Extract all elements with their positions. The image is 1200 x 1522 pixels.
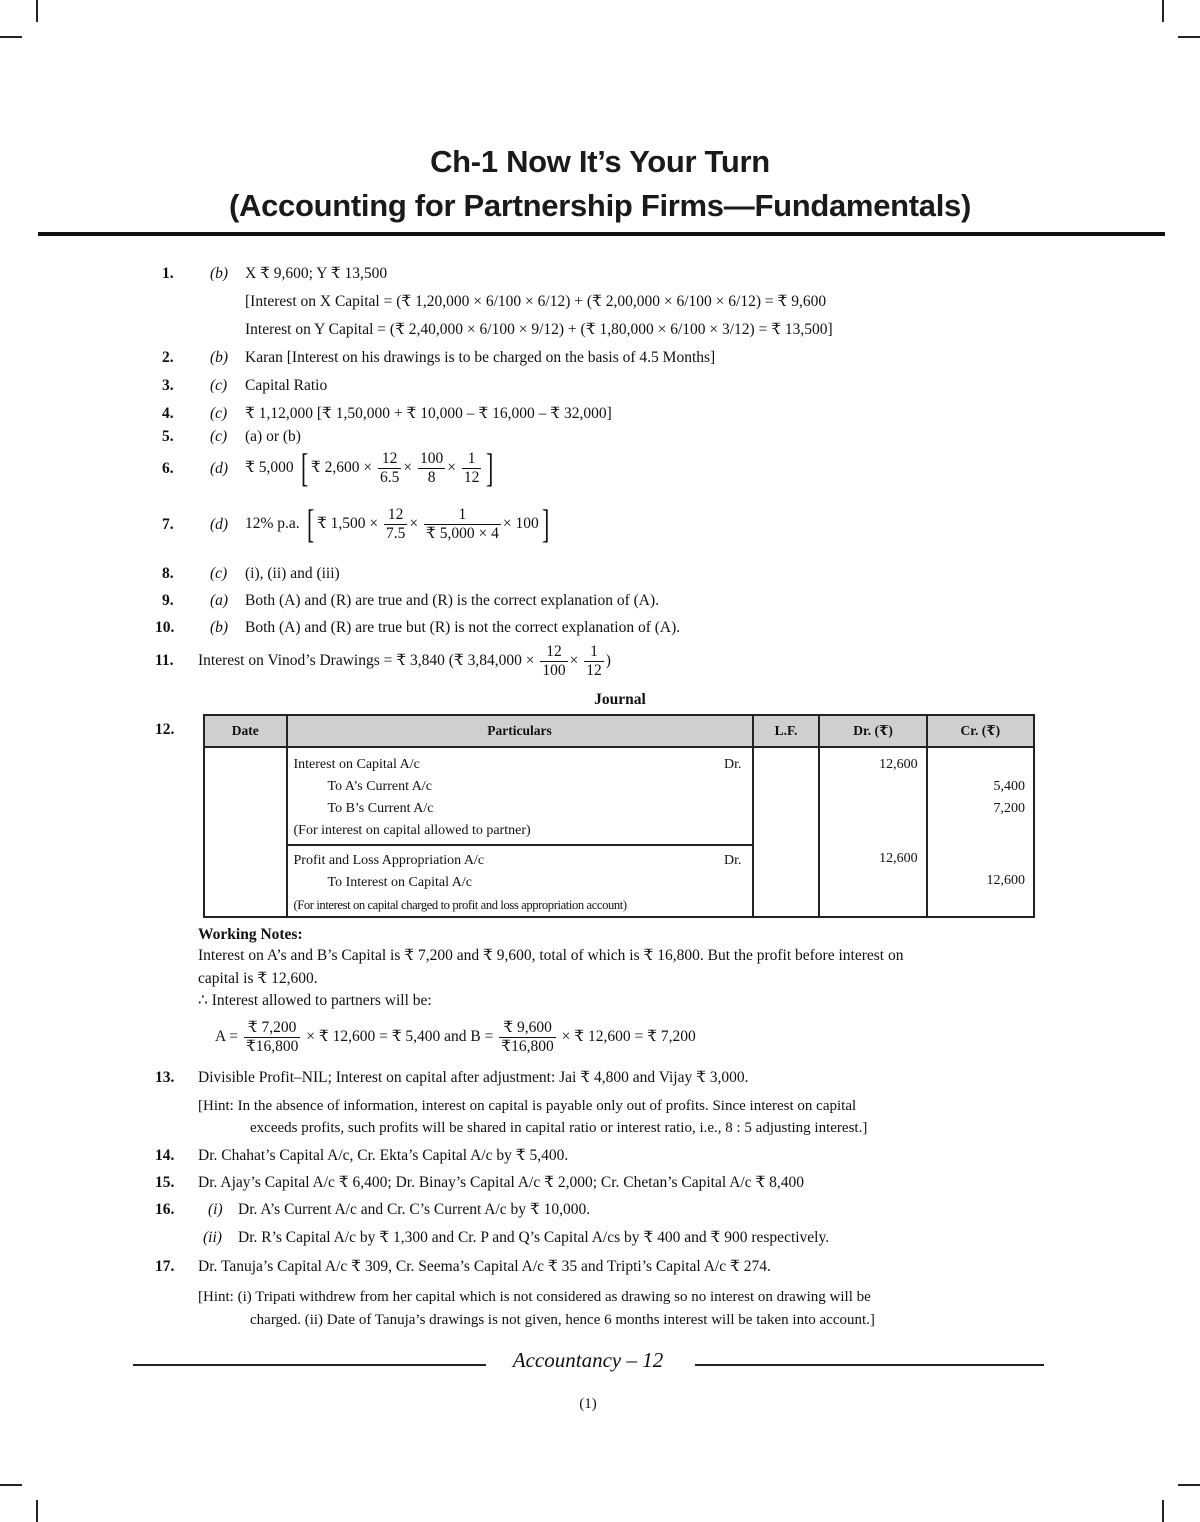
journal-table	[203, 714, 1035, 918]
formula-term: ₹ 1,500 ×	[316, 515, 379, 532]
answer-option: (c)	[210, 377, 228, 394]
journal-line: To B’s Current A/c	[327, 801, 434, 816]
answer-text: Dr. Chahat’s Capital A/c, Cr. Ekta’s Capital A/c by ₹ 5,400.	[198, 1147, 569, 1164]
answer-number: 12.	[155, 721, 175, 738]
answer-text: ₹ 5,000	[245, 459, 294, 476]
answer-number: 9.	[162, 592, 174, 609]
fraction	[418, 450, 445, 487]
left-bracket: [	[306, 501, 314, 547]
working-note-text: Interest on A’s and B’s Capital is ₹ 7,200 and ₹ 9,600, total of which is ₹ 16,800. But the profit before interest on	[198, 947, 904, 964]
right-bracket: ]	[486, 445, 494, 491]
right-bracket: ]	[541, 501, 550, 547]
fraction	[584, 643, 604, 680]
answer-option: (ii)	[203, 1229, 222, 1246]
working-notes-title: Working Notes:	[198, 926, 303, 943]
denominator: 100	[542, 661, 566, 679]
answer-number: 6.	[162, 460, 174, 477]
answer-option: (c)	[210, 428, 228, 445]
answer-number: 13.	[155, 1069, 175, 1086]
calc-text: × ₹ 12,600 = ₹ 5,400 and B =	[306, 1028, 494, 1045]
formula-term: ₹ 2,600 ×	[310, 459, 373, 476]
numerator: 1	[467, 449, 476, 467]
numerator: ₹ 9,600	[503, 1018, 552, 1036]
fraction	[378, 450, 401, 487]
page-number: (1)	[579, 1396, 597, 1412]
answer-formula: 12% p.a. [ ₹ 1,500 × $\frac{12}{7.5}$ × $\frac{1}{₹ 5,000 \times 4}$ × 100]	[245, 501, 550, 547]
calc-text: × ₹ 12,600 = ₹ 7,200	[561, 1028, 696, 1045]
numerator: 12	[546, 642, 562, 660]
working-note-text: ∴ Interest allowed to partners will be:	[198, 992, 432, 1009]
numerator: 12	[381, 449, 398, 467]
answer-text: (i), (ii) and (iii)	[245, 565, 340, 582]
denominator: ₹ 5,000 × 4	[425, 524, 499, 542]
journal-title: Journal	[594, 691, 646, 708]
col-header: Date	[204, 715, 287, 747]
answer-number: 11.	[155, 652, 174, 669]
calc-label: A =	[215, 1028, 238, 1045]
crop-mark	[1178, 1484, 1200, 1486]
denominator: 7.5	[385, 524, 406, 542]
numerator: ₹ 7,200	[247, 1018, 297, 1036]
debit-amount: 12,600	[879, 851, 918, 866]
credit-cell	[927, 747, 1034, 917]
answer-option: (d)	[210, 516, 229, 533]
table-row	[204, 747, 1034, 917]
numerator: 100	[419, 449, 444, 467]
numerator: 1	[590, 642, 598, 660]
journal-line: To A’s Current A/c	[327, 779, 432, 794]
answer-option: (c)	[210, 405, 228, 422]
hint-text: [Hint: In the absence of information, interest on capital is payable only out of profits. Since interest on capital	[198, 1098, 857, 1114]
answer-number: 15.	[155, 1174, 175, 1191]
answer-option: (b)	[210, 265, 229, 282]
date-cell	[204, 747, 287, 917]
working-note-calc	[215, 1016, 696, 1058]
formula-term: × 100	[502, 515, 539, 532]
hint-text: [Hint: (i) Tripati withdrew from her capital which is not considered as drawing so no interest on drawing will be	[198, 1289, 871, 1305]
answer-number: 1.	[162, 265, 174, 282]
fraction	[424, 506, 501, 543]
debit-cell	[819, 747, 926, 917]
lf-cell	[753, 747, 820, 917]
answer-text: Dr. R’s Capital A/c by ₹ 1,300 and Cr. P and Q’s Capital A/cs by ₹ 400 and ₹ 900 respectively.	[238, 1229, 830, 1246]
answer-option: (a)	[210, 592, 229, 609]
answer-number: 14.	[155, 1147, 175, 1164]
table-header-row	[204, 715, 1034, 747]
journal-narration: (For interest on capital charged to profit and loss appropriation account)	[293, 898, 627, 912]
dr-label: Dr.	[724, 757, 742, 772]
fraction	[499, 1019, 556, 1056]
footer-subject: Accountancy – 12	[512, 1348, 664, 1372]
denominator: 8	[418, 468, 445, 487]
denominator: 12	[586, 661, 602, 679]
answer-option: (b)	[210, 619, 229, 636]
answer-formula: Interest on Vinod’s Drawings = ₹ 3,840 (₹ 3,84,000 × $\frac{12}{100}$ × $\frac{1}{12}$ )	[198, 642, 611, 679]
fraction	[540, 643, 567, 680]
answer-option: (d)	[210, 460, 229, 477]
answer-explanation: [Interest on X Capital = (₹ 1,20,000 × 6/100 × 6/12) + (₹ 2,00,000 × 6/100 × 6/12) = ₹ 9,600	[245, 293, 827, 310]
denominator: 6.5	[379, 468, 400, 486]
col-header: Particulars	[287, 715, 753, 747]
hint-text: exceeds profits, such profits will be shared in capital ratio or interest ratio, i.e., 8 : 5 adjusting interest.]	[250, 1120, 868, 1136]
answer-number: 7.	[162, 516, 174, 533]
journal-line: Interest on Capital A/c Dr.	[288, 754, 752, 776]
answer-text: Dr. Ajay’s Capital A/c ₹ 6,400; Dr. Binay’s Capital A/c ₹ 2,000; Cr. Chetan’s Capital A/c ₹ 8,400	[198, 1174, 805, 1191]
answer-text: Interest on Vinod’s Drawings = ₹ 3,840 (₹ 3,84,000 ×	[198, 652, 535, 669]
answer-option: (b)	[210, 349, 229, 366]
hint-text: charged. (ii) Date of Tanuja’s drawings is not given, hence 6 months interest will be taken into account.]	[250, 1312, 875, 1328]
credit-amount: 5,400	[993, 779, 1025, 794]
answer-formula: ₹ 5,000 [ ₹ 2,600 × $\frac{12}{6.5}$ × $\frac{100}{8}$ × $\frac{1}{12}$ ]	[245, 445, 494, 491]
journal-line: To Interest on Capital A/c	[327, 875, 472, 890]
answer-number: 4.	[162, 405, 174, 422]
debit-amount: 12,600	[879, 757, 918, 772]
credit-amount: 7,200	[993, 801, 1025, 816]
answer-text: Divisible Profit–NIL; Interest on capital after adjustment: Jai ₹ 4,800 and Vijay ₹ 3,000.	[198, 1069, 749, 1086]
page-title: Ch-1 Now It’s Your Turn	[430, 144, 770, 179]
answer-text: Capital Ratio	[245, 377, 328, 394]
dr-label: Dr.	[724, 853, 742, 868]
fraction	[244, 1019, 301, 1056]
crop-mark	[36, 0, 38, 22]
col-header: L.F.	[753, 715, 820, 747]
credit-amount: 12,600	[986, 873, 1025, 888]
numerator: 12	[387, 505, 404, 523]
crop-mark	[1178, 36, 1200, 38]
crop-mark	[1162, 0, 1164, 22]
answer-option: (i)	[208, 1201, 223, 1218]
journal-narration: (For interest on capital allowed to partner)	[293, 823, 531, 838]
answer-text: Karan [Interest on his drawings is to be charged on the basis of 4.5 Months]	[245, 349, 716, 366]
crop-mark	[36, 1500, 38, 1522]
answer-number: 8.	[162, 565, 174, 582]
answer-text: X ₹ 9,600; Y ₹ 13,500	[245, 265, 388, 282]
answer-text: Both (A) and (R) are true and (R) is the correct explanation of (A).	[245, 592, 660, 609]
answer-text: Dr. Tanuja’s Capital A/c ₹ 309, Cr. Seema’s Capital A/c ₹ 35 and Tripti’s Capital A/c ₹ 274.	[198, 1258, 771, 1275]
crop-mark	[0, 1484, 22, 1486]
answer-text: 12% p.a.	[245, 515, 300, 532]
col-header: Dr. (₹)	[819, 715, 926, 747]
answer-number: 3.	[162, 377, 174, 394]
answer-text: Dr. A’s Current A/c and Cr. C’s Current A/c by ₹ 10,000.	[238, 1201, 591, 1218]
answer-number: 2.	[162, 349, 174, 366]
fraction	[462, 450, 482, 487]
answer-number: 5.	[162, 428, 174, 445]
left-bracket: [	[300, 445, 308, 491]
answer-text: Both (A) and (R) are true but (R) is not the correct explanation of (A).	[245, 619, 681, 636]
answer-text: (a) or (b)	[245, 428, 301, 445]
crop-mark	[0, 36, 22, 38]
title-rule	[38, 232, 1165, 236]
answer-number: 16.	[155, 1201, 175, 1218]
denominator: ₹16,800	[245, 1037, 299, 1055]
denominator: 12	[463, 468, 480, 486]
fraction	[384, 506, 407, 543]
page-subtitle: (Accounting for Partnership Firms—Fundamentals)	[228, 188, 972, 223]
col-header: Cr. (₹)	[927, 715, 1034, 747]
crop-mark	[1162, 1500, 1164, 1522]
particulars-cell	[287, 747, 753, 917]
answer-number: 10.	[155, 619, 175, 636]
journal-line: Profit and Loss Appropriation A/c Dr.	[288, 850, 752, 872]
numerator: 1	[458, 505, 467, 523]
answer-explanation: Interest on Y Capital = (₹ 2,40,000 × 6/100 × 9/12) + (₹ 1,80,000 × 6/100 × 3/12) = ₹ 13,500]	[245, 321, 833, 338]
answer-text: ₹ 1,12,000 [₹ 1,50,000 + ₹ 10,000 – ₹ 16,000 – ₹ 32,000]	[245, 405, 612, 422]
denominator: ₹16,800	[501, 1037, 554, 1055]
answer-number: 17.	[155, 1258, 175, 1275]
answer-option: (c)	[210, 565, 228, 582]
working-note-text: capital is ₹ 12,600.	[198, 970, 318, 987]
